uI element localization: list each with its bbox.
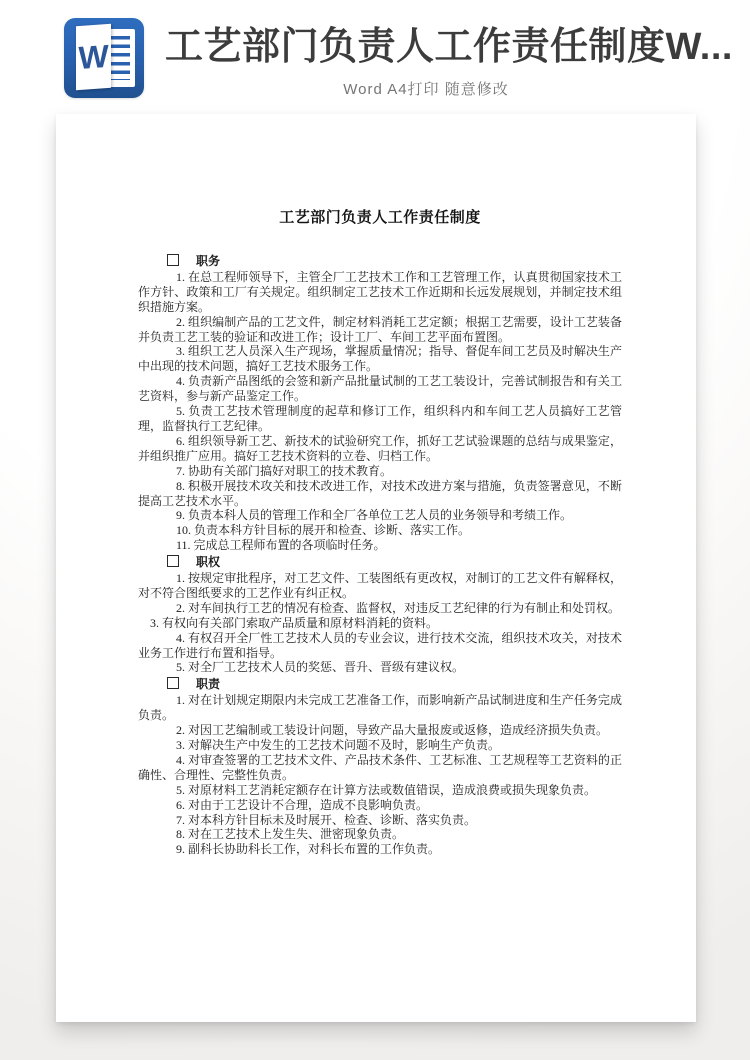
preview-header [0, 0, 750, 114]
doc-paragraph: 4. 有权召开全厂性工艺技术人员的专业会议，进行技术交流，组织技术攻关，对技术业务工作进行布置和指导。 [138, 630, 622, 660]
section-heading-label: 职务 [196, 254, 221, 268]
file-subtitle: Word A4打印 随意修改 [343, 81, 509, 98]
doc-paragraph: 8. 积极开展技术攻关和技术改进工作，对技术改进方案与措施，负责签署意见，不断提高工艺技术水平。 [138, 478, 622, 508]
doc-paragraph: 5. 对全厂工艺技术人员的奖惩、晋升、晋级有建议权。 [176, 660, 465, 675]
doc-paragraph: 4. 负责新产品图纸的会签和新产品批量试制的工艺工装设计，完善试制报告和有关工艺资料，参与新产品鉴定工作。 [138, 374, 622, 404]
doc-paragraph: 3. 有权向有关部门索取产品质量和原材料消耗的资料。 [150, 615, 439, 630]
document-title: 工艺部门负责人工作责任制度 [279, 210, 481, 226]
word-logo-icon [64, 18, 144, 98]
doc-paragraph: 9. 负责本科人员的管理工作和全厂各单位工艺人员的业务领导和考绩工作。 [176, 508, 573, 523]
section-heading-label: 职责 [196, 677, 221, 692]
doc-paragraph: 2. 对车间执行工艺的情况有检查、监督权，对违反工艺纪律的行为有制止和处罚权。 [176, 600, 621, 615]
header-text [165, 24, 733, 99]
doc-paragraph: 9. 副科长协助科长工作，对科长布置的工作负责。 [176, 842, 441, 857]
doc-paragraph: 2. 组织编制产品的工艺文件，制定材料消耗工艺定额；根据工艺需要，设计工艺装备并负责工艺工装的验证和改进工作；设计工厂、车间工艺平面布置图。 [138, 314, 622, 344]
doc-paragraph: 6. 组织领导新工艺、新技术的试验研究工作，抓好工艺试验课题的总结与成果鉴定，并组织推广应用。搞好工艺技术资料的立卷、归档工作。 [138, 433, 622, 463]
doc-paragraph: 1. 在总工程师领导下，主管全厂工艺技术工作和工艺管理工作，认真贯彻国家技术工作方针、政策和工厂有关规定。组织制定工艺技术工作近期和长远发展规划，并制定技术组织措施方案。 [138, 269, 622, 314]
doc-paragraph: 3. 对解决生产中发生的工艺技术问题不及时，影响生产负责。 [176, 738, 501, 752]
checkbox-icon [167, 254, 179, 266]
file-title: 工艺部门负责人工作责任制度W... [165, 26, 733, 68]
doc-body [138, 254, 622, 857]
doc-paragraph: 7. 对本科方针目标未及时展开、检查、诊断、落实负责。 [176, 812, 477, 827]
word-icon-letter: W [78, 37, 109, 77]
section-heading [138, 254, 622, 269]
doc-paragraph: 5. 负责工艺技术管理制度的起草和修订工作，组织科内和车间工艺人员搞好工艺管理，监督执行工艺纪律。 [138, 404, 622, 433]
doc-paragraph: 4. 对审查签署的工艺技术文件、产品技术条件、工艺标准、工艺规程等工艺资料的正确性、合理性、完整性负责。 [138, 752, 622, 782]
checkbox-icon [167, 555, 179, 567]
doc-paragraph: 6. 对由于工艺设计不合理，造成不良影响负责。 [176, 797, 429, 812]
section-heading-label: 职权 [196, 555, 221, 570]
section-heading [138, 677, 622, 692]
doc-paragraph: 2. 对因工艺编制或工装设计问题，导致产品大量报废或返修，造成经济损失负责。 [176, 723, 609, 738]
doc-paragraph: 1. 对在计划规定期限内未完成工艺准备工作，而影响新产品试制进度和生产任务完成负责。 [138, 693, 622, 723]
doc-paragraph: 3. 组织工艺人员深入生产现场，掌握质量情况；指导、督促车间工艺员及时解决生产中出现的技术问题，搞好工艺技术服务工作。 [138, 344, 622, 374]
word-icon-sheet-lines [110, 36, 130, 80]
checkbox-icon [167, 677, 179, 689]
word-icon-front-page [76, 24, 111, 90]
doc-paragraph: 5. 对原材料工艺消耗定额存在计算方法或数值错误，造成浪费或损失现象负责。 [176, 782, 597, 797]
doc-paragraph: 7. 协助有关部门搞好对职工的技术教育。 [176, 463, 393, 478]
doc-paragraph: 8. 对在工艺技术上发生失、泄密现象负责。 [176, 827, 405, 842]
doc-paragraph: 11. 完成总工程师布置的各项临时任务。 [176, 538, 386, 553]
section-heading [138, 555, 622, 570]
doc-paragraph: 10. 负责本科方针目标的展开和检查、诊断、落实工作。 [176, 523, 471, 538]
doc-paragraph: 1. 按规定审批程序，对工艺文件、工装图纸有更改权，对制订的工艺文件有解释权，对不符合图纸要求的工艺作业有纠正权。 [138, 571, 622, 600]
document-page [56, 114, 696, 1022]
